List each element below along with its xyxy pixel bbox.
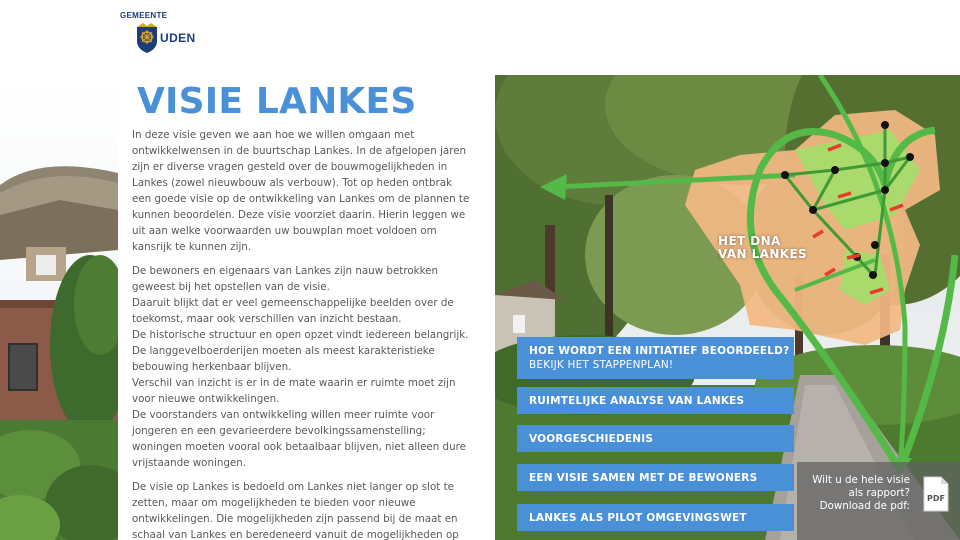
gemeente-uden-logo[interactable]	[120, 10, 210, 58]
text-line: Daaruit blijkt dat er veel gemeenschappelijke beelden over de	[132, 297, 454, 309]
text-line: De langgevelboerderijen moeten als meest karakteristieke	[132, 345, 435, 357]
text-line: zetten, maar om mogelijkheden te bieden voor nieuwe	[132, 497, 416, 509]
text-line: Verschil van inzicht is er in de mate waarin er ruimte moet zijn	[132, 377, 456, 389]
initiatief-button[interactable]	[517, 337, 794, 379]
ruimtelijke-analyse-button[interactable]: RUIMTELIJKE ANALYSE VAN LANKES	[517, 387, 794, 414]
download-text-line-3: Download de pdf:	[819, 500, 910, 512]
download-panel	[797, 462, 960, 540]
text-line: uit aan welke voorwaarden uw bouwplan moet voldoen om	[132, 225, 437, 237]
voorgeschiedenis-button[interactable]: VOORGESCHIEDENIS	[517, 425, 794, 452]
pilot-omgevingswet-button[interactable]: LANKES ALS PILOT OMGEVINGSWET	[517, 504, 794, 531]
municipal-crest-icon	[134, 22, 160, 54]
text-line: voor nieuwe ontwikkelingen.	[132, 393, 280, 405]
download-text-line-2: als rapport?	[848, 487, 910, 499]
text-line: Lankes (zowel nieuwbouw als verbouw). Tot op heden ontbrak	[132, 177, 452, 189]
dna-label-line-2: VAN LANKES	[718, 247, 808, 261]
pdf-file-icon[interactable]	[922, 475, 950, 513]
logo-gemeente-text: GEMEENTE	[120, 11, 168, 20]
initiatief-button-subtitle: BEKIJK HET STAPPENPLAN!	[529, 359, 674, 371]
intro-paragraph-1	[132, 127, 470, 255]
text-line: ontwikkelingen. Die mogelijkheden zijn passend bij de maat en	[132, 513, 458, 525]
text-line: kansrijk te kunnen zijn.	[132, 241, 252, 253]
text-line: een goede visie op de ontwikkeling van Lankes om de plannen te	[132, 193, 470, 205]
download-text	[800, 474, 910, 513]
dna-label	[718, 235, 807, 261]
intro-text	[132, 127, 470, 540]
text-line: kunnen beoordelen. Deze visie voorziet daarin. Hierin leggen we	[132, 209, 466, 221]
page-title: VISIE LANKES	[137, 81, 417, 122]
initiatief-button-title: HOE WORDT EEN INITIATIEF BEOORDEELD?	[529, 345, 790, 357]
text-line: bebouwing herkenbaar blijven.	[132, 361, 292, 373]
intro-paragraph-2	[132, 263, 467, 471]
download-text-line-1: Wilt u de hele visie	[812, 474, 910, 486]
text-line: De voorstanders van ontwikkeling willen meer ruimte voor	[132, 409, 435, 421]
pdf-icon-label: PDF	[927, 494, 945, 503]
farmhouse-photo	[0, 75, 118, 540]
text-line: vrijstaande woningen.	[132, 457, 247, 469]
text-line: De visie op Lankes is bedoeld om Lankes niet langer op slot te	[132, 481, 454, 493]
text-line: ontwikkelwensen in de buurtschap Lankes. In de afgelopen jaren	[132, 145, 467, 157]
text-line: schaal van Lankes en beredeneerd vanuit de mogelijkheden op	[132, 529, 459, 540]
text-line: geweest bij het opstellen van de visie.	[132, 281, 330, 293]
dna-label-line-1: HET DNA	[718, 234, 781, 248]
text-line: woningen moeten vooral ook betaalbaar blijven, niet alleen dure	[132, 441, 466, 453]
intro-paragraph-3	[132, 479, 467, 540]
text-line: zijn er diverse vragen gesteld over de bouwmogelijkheden in	[132, 161, 448, 173]
visie-bewoners-button[interactable]: EEN VISIE SAMEN MET DE BEWONERS	[517, 464, 794, 491]
logo-uden-text: UDEN	[160, 31, 196, 45]
text-line: De bewoners en eigenaars van Lankes zijn nauw betrokken	[132, 265, 439, 277]
text-line: toekomst, maar ook verschillen van inzicht bestaan.	[132, 313, 402, 325]
text-line: In deze visie geven we aan hoe we willen omgaan met	[132, 129, 415, 141]
text-line: De historische structuur en open opzet vindt iedereen belangrijk.	[132, 329, 469, 341]
text-line: jongeren en een gevarieerdere bevolkingssamenstelling;	[132, 425, 426, 437]
